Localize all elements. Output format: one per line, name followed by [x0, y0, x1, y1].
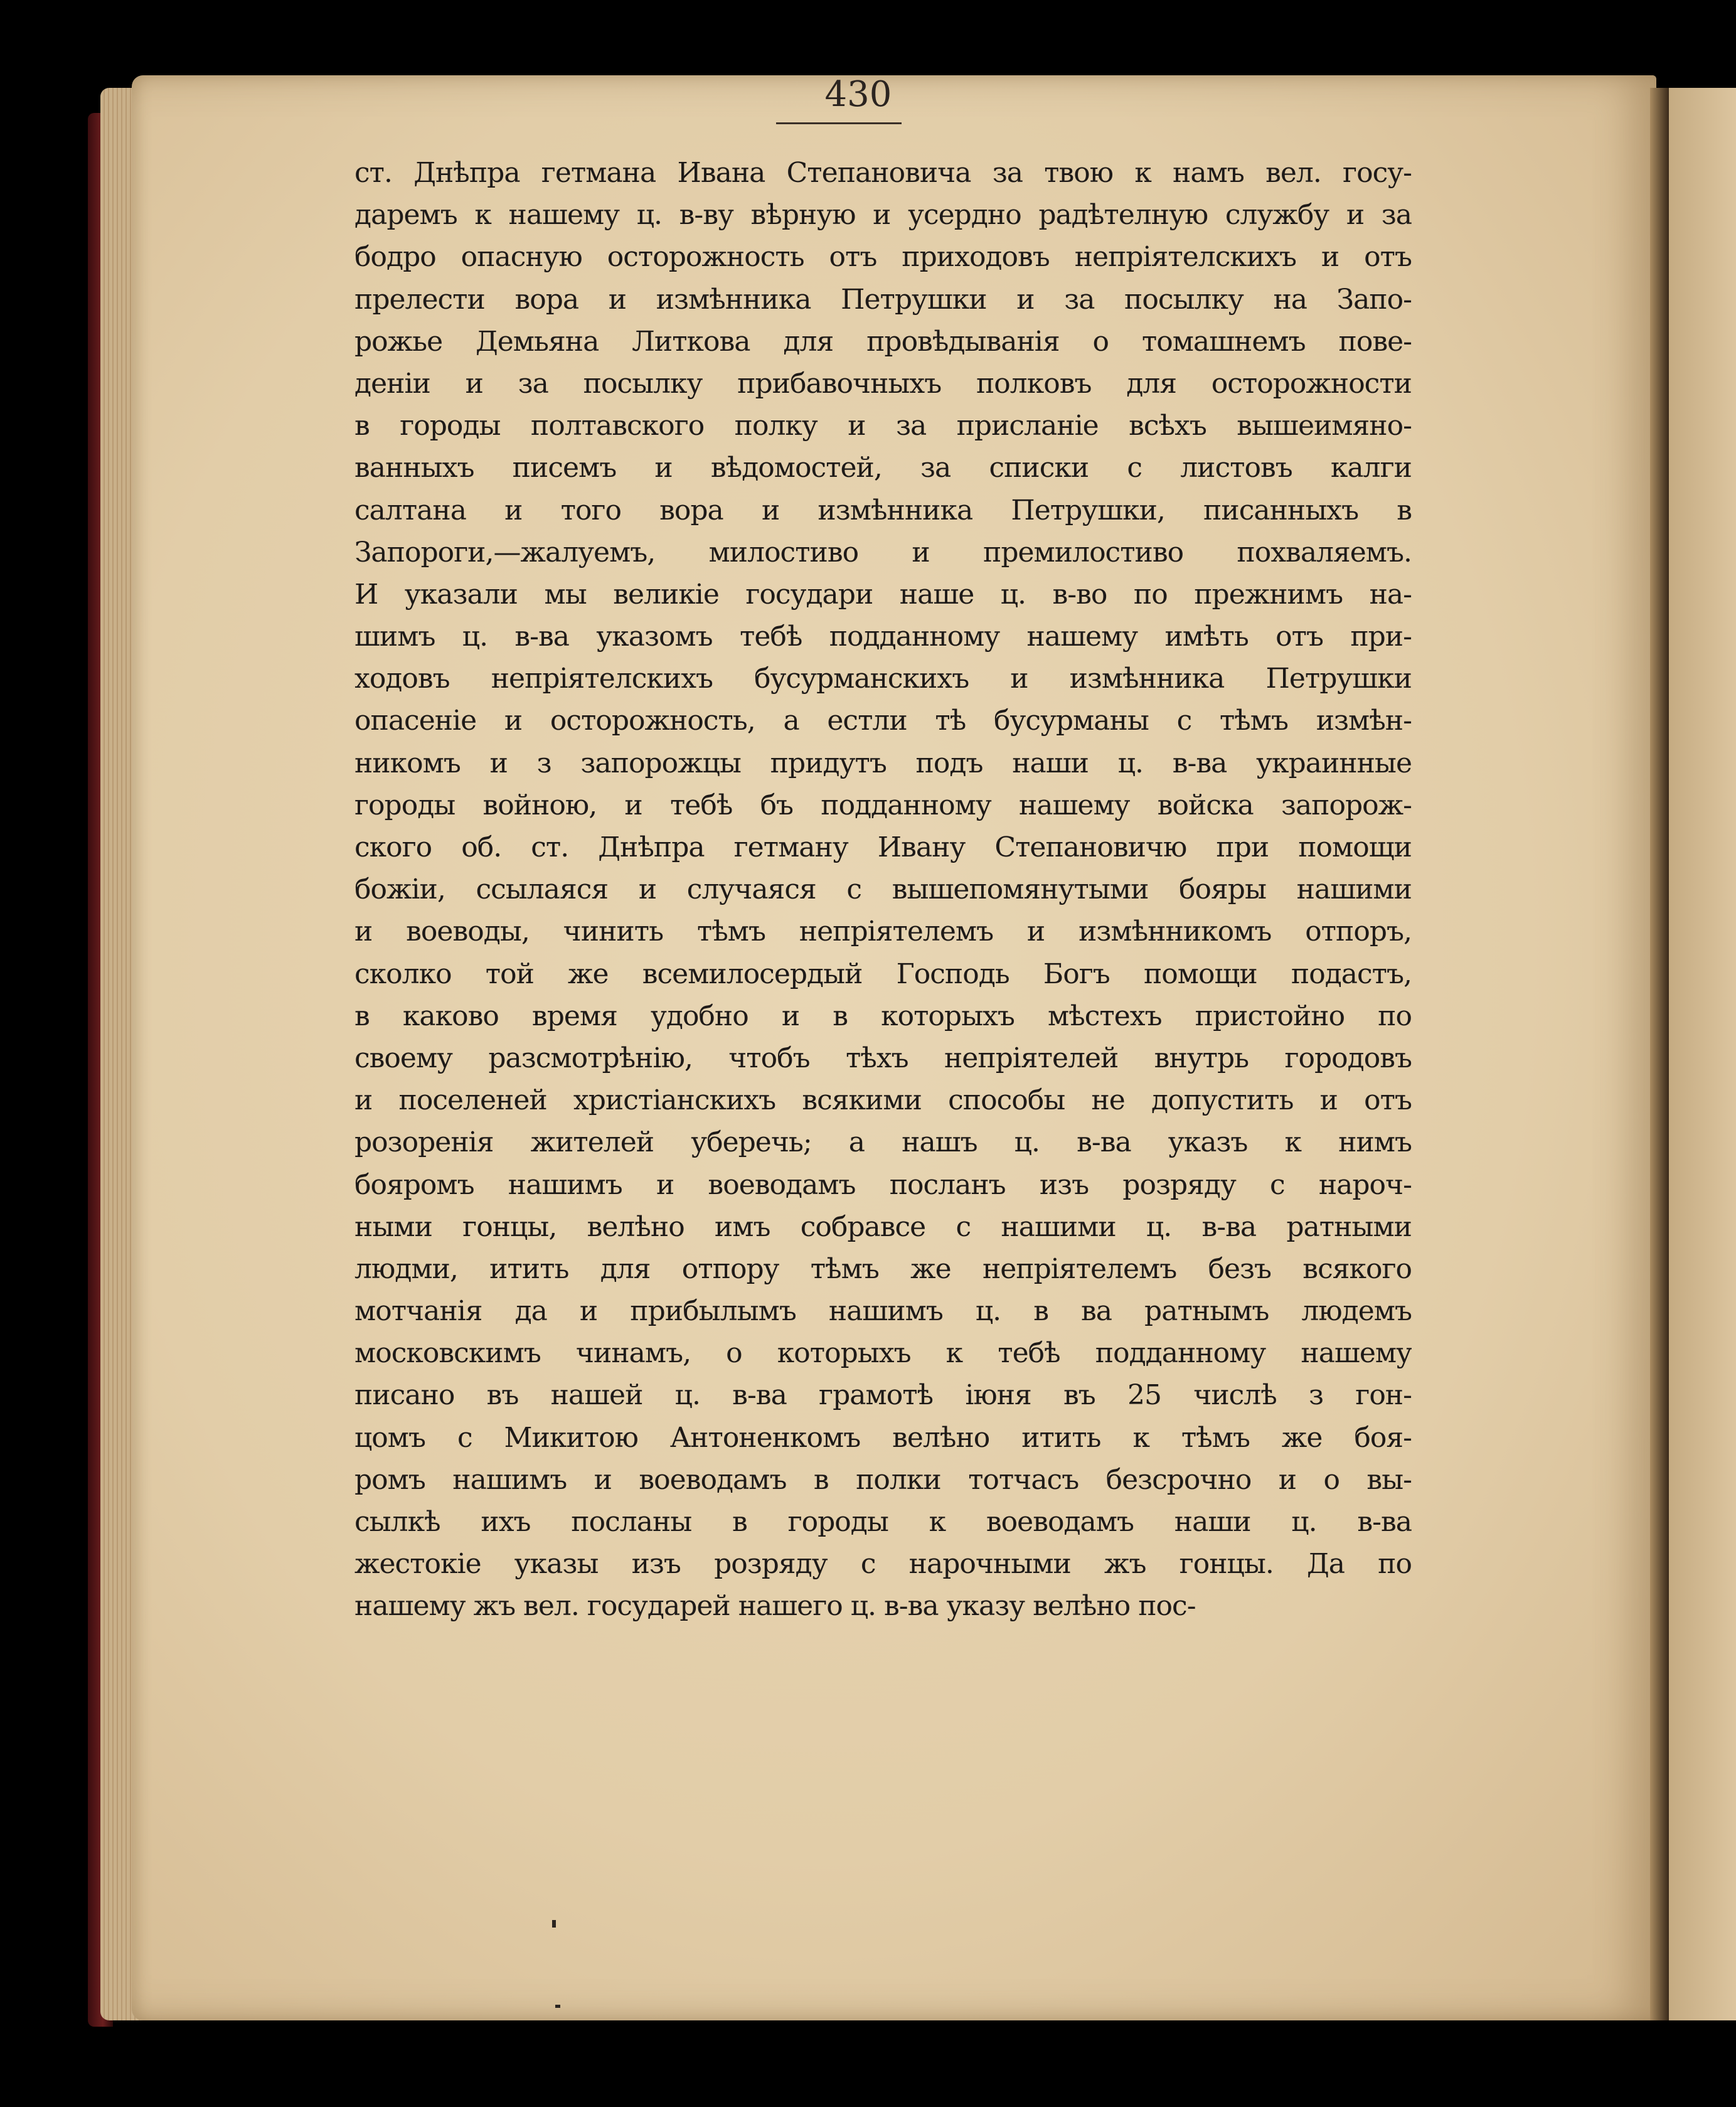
text-line: даремъ к нашему ц. в-ву вѣрную и усердно радѣтелную службу и за	[354, 199, 1412, 232]
text-line: в каково время удобно и в которыхъ мѣстехъ пристойно по	[354, 1000, 1412, 1032]
text-line: опасенiе и осторожность, а естли тѣ бусурманы с тѣмъ измѣн-	[354, 705, 1412, 737]
text-line: ходовъ непрiятелскихъ бусурманскихъ и измѣнника Петрушки	[354, 663, 1412, 695]
text-line: И указали мы великiе государи наше ц. в-во по прежнимъ на-	[354, 578, 1412, 611]
next-page-edge	[1669, 88, 1736, 2020]
text-line: жестокiе указы изъ розряду с нарочными жъ гонцы. Да по	[354, 1548, 1412, 1581]
text-line: сколко той же всемилосердый Господь Богъ помощи подастъ,	[354, 957, 1412, 990]
text-line: городы войною, и тебѣ бъ подданному нашему войска запорож-	[354, 789, 1412, 821]
text-line: своему разсмотрѣнiю, чтобъ тѣхъ непрiятелей внутрь городовъ	[354, 1042, 1412, 1074]
page-text	[354, 152, 1412, 1628]
text-line: салтана и того вора и измѣнника Петрушки, писанныхъ в	[354, 494, 1412, 526]
text-line: сылкѣ ихъ посланы в городы к воеводамъ наши ц. в-ва	[354, 1506, 1412, 1538]
paper-speck	[555, 2005, 560, 2008]
page-number-rule	[776, 122, 902, 124]
text-line: ванныхъ писемъ и вѣдомостей, за списки с листовъ калги	[354, 452, 1412, 484]
text-line: розоренiя жителей уберечь; а нашъ ц. в-ва указъ к нимъ	[354, 1126, 1412, 1159]
text-line: мотчанiя да и прибылымъ нашимъ ц. в ва ратнымъ людемъ	[354, 1295, 1412, 1328]
text-line: шимъ ц. в-ва указомъ тебѣ подданному нашему имѣть отъ при-	[354, 621, 1412, 653]
text-line: и поселеней христiанскихъ всякими способы не допустить и отъ	[354, 1084, 1412, 1117]
text-line: ст. Днѣпра гетмана Ивана Степановича за твою к намъ вел. госу-	[354, 157, 1412, 189]
text-line: божiи, ссылаяся и случаяся с вышепомянутыми бояры нашими	[354, 873, 1412, 906]
paper-speck	[552, 1920, 556, 1928]
text-line: бояромъ нашимъ и воеводамъ посланъ изъ розряду с нароч-	[354, 1168, 1412, 1201]
text-line: ского об. ст. Днѣпра гетману Ивану Степановичю при помощи	[354, 831, 1412, 863]
text-line: денiи и за посылку прибавочныхъ полковъ для осторожности	[354, 367, 1412, 400]
text-line: прелести вора и измѣнника Петрушки и за посылку на Запо-	[354, 283, 1412, 316]
text-line: ными гонцы, велѣно имъ собравсе с нашими ц. в-ва ратными	[354, 1210, 1412, 1243]
text-line: людми, итить для отпору тѣмъ же непрiятелемъ безъ всякого	[354, 1252, 1412, 1285]
text-line: писано въ нашей ц. в-ва грамотѣ iюня въ 25 числѣ з гон-	[354, 1379, 1412, 1412]
text-line: московскимъ чинамъ, о которыхъ к тебѣ подданному нашему	[354, 1337, 1412, 1370]
text-line: рожье Демьяна Литкова для провѣдыванiя о томашнемъ пове-	[354, 325, 1412, 358]
text-line: и воеводы, чинить тѣмъ непрiятелемъ и измѣнникомъ отпоръ,	[354, 915, 1412, 948]
page-number: 430	[824, 74, 892, 115]
text-line: никомъ и з запорожцы придутъ подъ наши ц. в-ва украинные	[354, 747, 1412, 779]
book-gutter	[1650, 88, 1669, 2020]
text-line: цомъ с Микитою Антоненкомъ велѣно итить к тѣмъ же боя-	[354, 1421, 1412, 1454]
text-line: бодро опасную осторожность отъ приходовъ непрiятелскихъ и отъ	[354, 241, 1412, 274]
text-line: нашему жъ вел. государей нашего ц. в-ва указу велѣно пос-	[354, 1590, 1196, 1623]
text-line: в городы полтавского полку и за присланiе всѣхъ вышеимяно-	[354, 410, 1412, 442]
text-line: ромъ нашимъ и воеводамъ в полки тотчасъ безсрочно и о вы-	[354, 1463, 1412, 1496]
text-line: Запороги,—жалуемъ, милостиво и премилостиво похваляемъ.	[354, 536, 1412, 568]
